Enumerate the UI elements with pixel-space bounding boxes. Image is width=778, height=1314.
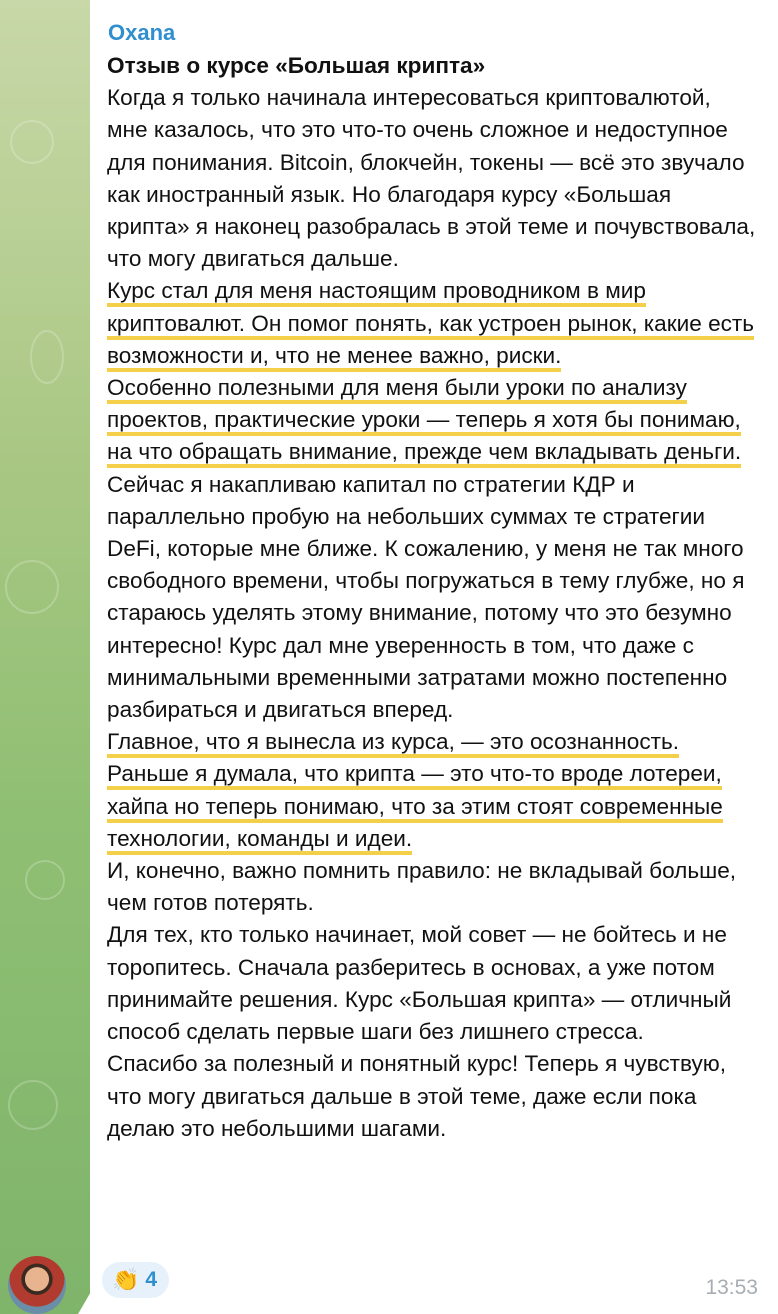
paragraph-4: Сейчас я накапливаю капитал по стратегии КДР и параллельно пробую на небольших суммах те стратегии DeFi, которые мне ближе. К сожалению, у меня не так много свободного времени, чтобы погружаться в тему глубже, но я стараюсь уделять этому внимание, потому что это безумно интересно! Курс дал мне уверенность в том, что даже с минимальными временными затратами можно постепенно разбираться и двигаться вперед. — [107, 471, 745, 723]
paragraph-6: И, конечно, важно помнить правило: не вкладывай больше, чем готов потерять. — [107, 858, 737, 916]
reaction-count: 4 — [145, 1268, 158, 1291]
message-text — [107, 50, 757, 1145]
highlighted-paragraph-2: Курс стал для меня настоящим проводником в мир криптовалют. Он помог понять, как устроен рынок, какие есть возможности и, что не менее важно, риски. — [107, 278, 754, 371]
sender-avatar[interactable] — [8, 1256, 66, 1314]
message-time: 13:53 — [705, 1276, 758, 1299]
message-title: Отзыв о курсе «Большая крипта» — [107, 53, 486, 78]
reaction-chip[interactable] — [102, 1262, 169, 1298]
chat-wallpaper — [0, 0, 90, 1314]
bubble-tail — [78, 1290, 92, 1314]
paragraph-8: Спасибо за полезный и понятный курс! Теперь я чувствую, что могу двигаться дальше в этой теме, даже если пока делаю это небольшими шагами. — [107, 1051, 727, 1141]
sender-name[interactable]: Oxana — [108, 20, 176, 45]
highlighted-paragraph-3: Особенно полезными для меня были уроки по анализу проектов, практические уроки — теперь я хотя бы понимаю, на что обращать внимание, прежде чем вкладывать деньги. — [107, 375, 741, 468]
paragraph-7: Для тех, кто только начинает, мой совет — не бойтесь и не торопитесь. Сначала разберитесь в основах, а уже потом принимайте решения. Курс «Большая крипта» — отличный способ сделать первые шаги без лишнего стресса. — [107, 922, 732, 1045]
paragraph-1: Когда я только начинала интересоваться криптовалютой, мне казалось, что это что-то очень сложное и недоступное для понимания. Bitcoin, блокчейн, токены — всё это звучало как иностранный язык. Но благодаря курсу «Большая крипта» я наконец разобралась в этой теме и почувствовала, что могу двигаться дальше. — [107, 85, 756, 272]
clapping-hands-icon: 👏 — [112, 1267, 140, 1292]
highlighted-paragraph-5: Главное, что я вынесла из курса, — это осознанность. Раньше я думала, что крипта — это что-то вроде лотереи, хайпа но теперь понимаю, что за этим стоят современные технологии, команды и идеи. — [107, 729, 723, 855]
message-bubble[interactable] — [90, 0, 778, 1314]
